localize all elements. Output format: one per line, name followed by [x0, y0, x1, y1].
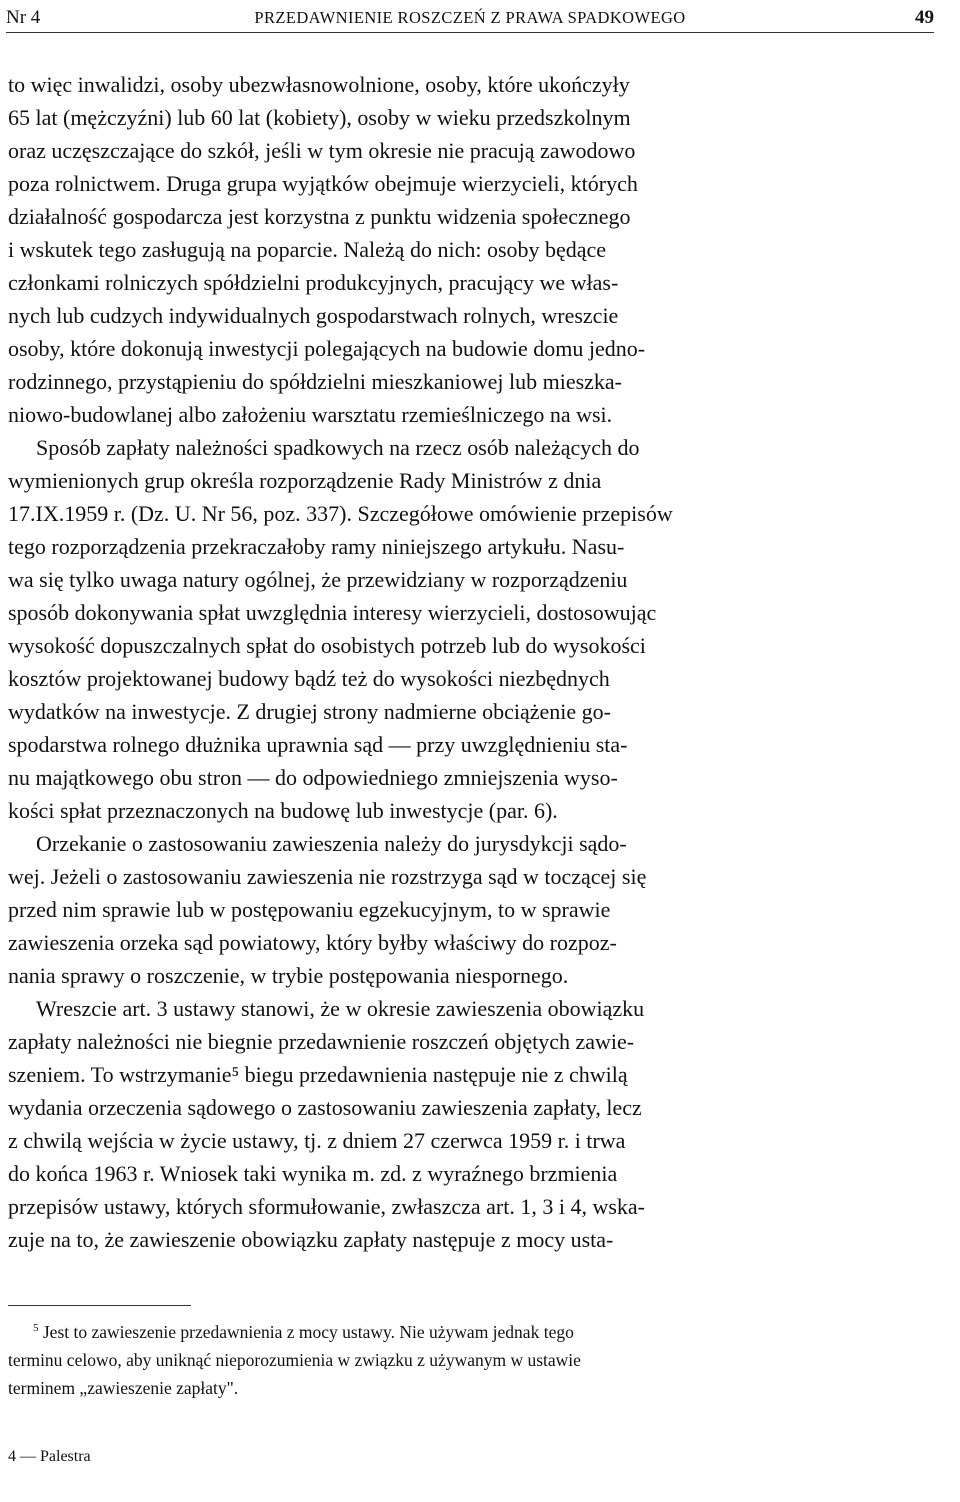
- text-line: kości spłat przeznaczonych na budowę lub inwestycje (par. 6).: [8, 798, 558, 823]
- text-line: kosztów projektowanej budowy bądź też do wysokości niezbędnych: [8, 666, 610, 691]
- text-line: członkami rolniczych spółdzielni produkcyjnych, pracujący we włas-: [8, 270, 619, 295]
- text-line: i wskutek tego zasługują na poparcie. Należą do nich: osoby będące: [8, 237, 607, 262]
- text-line: wa się tylko uwaga natury ogólnej, że przewidziany w rozporządzeniu: [8, 567, 628, 592]
- text-line: spodarstwa rolnego dłużnika uprawnia sąd — przy uwzględnieniu sta-: [8, 732, 628, 757]
- text-line: Wreszcie art. 3 ustawy stanowi, że w okresie zawieszenia obowiązku: [36, 996, 645, 1021]
- text-line: wydatków na inwestycje. Z drugiej strony nadmierne obciążenie go-: [8, 699, 611, 724]
- text-line: to więc inwalidzi, osoby ubezwłasnowolnione, osoby, które ukończyły: [8, 72, 630, 97]
- text-line: z chwilą wejścia w życie ustawy, tj. z dniem 27 czerwca 1959 r. i trwa: [8, 1128, 626, 1153]
- page-number: 49: [915, 7, 934, 28]
- running-header: [6, 6, 934, 30]
- text-line: tego rozporządzenia przekraczałoby ramy niniejszego artykułu. Nasu-: [8, 534, 625, 559]
- text-line: sposób dokonywania spłat uwzględnia interesy wierzycieli, dostosowując: [8, 600, 657, 625]
- footnote-line: terminu celowo, aby uniknąć nieporozumienia w związku z używanym w ustawie: [8, 1350, 581, 1370]
- text-line: wysokość dopuszczalnych spłat do osobistych potrzeb lub do wysokości: [8, 633, 646, 658]
- footnote-separator: [8, 1305, 191, 1306]
- text-line: niowo-budowlanej albo założeniu warsztatu rzemieślniczego na wsi.: [8, 402, 613, 427]
- sheet-signature: 4 — Palestra: [8, 1448, 91, 1465]
- text-line: Orzekanie o zastosowaniu zawieszenia należy do jurysdykcji sądo-: [36, 831, 627, 856]
- footnote-marker: 5: [33, 1322, 39, 1335]
- text-line: działalność gospodarcza jest korzystna z punktu widzenia społecznego: [8, 204, 631, 229]
- text-line: 65 lat (mężczyźni) lub 60 lat (kobiety), osoby w wieku przedszkolnym: [8, 105, 631, 130]
- running-title: PRZEDAWNIENIE ROSZCZEŃ Z PRAWA SPADKOWEGO: [254, 8, 686, 27]
- text-line: zapłaty należności nie biegnie przedawnienie roszczeń objętych zawie-: [8, 1029, 635, 1054]
- article-body: [8, 68, 933, 1256]
- text-line: nania sprawy o roszczenie, w trybie postępowania niespornego.: [8, 963, 569, 988]
- text-line: szeniem. To wstrzymanie⁵ biegu przedawnienia następuje nie z chwilą: [8, 1062, 628, 1087]
- issue-number: Nr 4: [6, 7, 41, 28]
- footnote-text: Jest to zawieszenie przedawnienia z mocy ustawy. Nie używam jednak tego: [42, 1322, 574, 1342]
- text-line: przepisów ustawy, których sformułowanie, zwłaszcza art. 1, 3 i 4, wska-: [8, 1194, 645, 1219]
- text-line: przed nim sprawie lub w postępowaniu egzekucyjnym, to w sprawie: [8, 897, 611, 922]
- text-line: wymienionych grup określa rozporządzenie Rady Ministrów z dnia: [8, 468, 602, 493]
- text-line: 17.IX.1959 r. (Dz. U. Nr 56, poz. 337). Szczegółowe omówienie przepisów: [8, 501, 673, 526]
- text-line: nu majątkowego obu stron — do odpowiedniego zmniejszenia wyso-: [8, 765, 618, 790]
- footnote-line: terminem „zawieszenie zapłaty".: [8, 1378, 239, 1398]
- text-line: do końca 1963 r. Wniosek taki wynika m. zd. z wyraźnego brzmienia: [8, 1161, 618, 1186]
- text-line: poza rolnictwem. Druga grupa wyjątków obejmuje wierzycieli, których: [8, 171, 638, 196]
- text-line: zuje na to, że zawieszenie obowiązku zapłaty następuje z mocy usta-: [8, 1227, 614, 1252]
- text-line: Sposób zapłaty należności spadkowych na rzecz osób należących do: [36, 435, 640, 460]
- text-line: oraz uczęszczające do szkół, jeśli w tym okresie nie pracują zawodowo: [8, 138, 636, 163]
- text-line: wydania orzeczenia sądowego o zastosowaniu zawieszenia zapłaty, lecz: [8, 1095, 642, 1120]
- header-rule: [6, 32, 934, 33]
- footnote: [8, 1318, 933, 1402]
- text-line: wej. Jeżeli o zastosowaniu zawieszenia nie rozstrzyga sąd w toczącej się: [8, 864, 647, 889]
- text-line: osoby, które dokonują inwestycji polegających na budowie domu jedno-: [8, 336, 646, 361]
- text-line: rodzinnego, przystąpieniu do spółdzielni mieszkaniowej lub mieszka-: [8, 369, 623, 394]
- text-line: zawieszenia orzeka sąd powiatowy, który byłby właściwy do rozpoz-: [8, 930, 617, 955]
- footnote-line: [8, 1318, 933, 1346]
- text-line: nych lub cudzych indywidualnych gospodarstwach rolnych, wreszcie: [8, 303, 619, 328]
